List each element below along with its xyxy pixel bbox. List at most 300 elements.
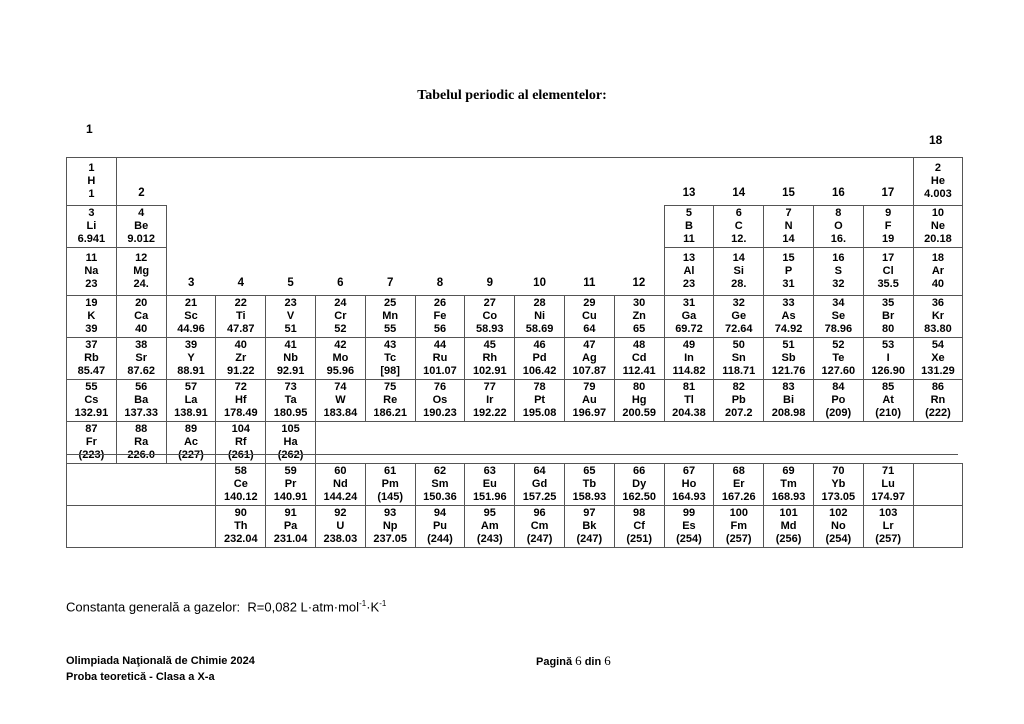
element-symbol: As — [781, 309, 796, 322]
element-cell-nb — [266, 337, 316, 379]
empty-cell — [515, 421, 565, 463]
element-cell-kr — [913, 295, 963, 337]
atomic-number: 34 — [832, 296, 845, 309]
element-cell-hg — [614, 379, 664, 421]
atomic-mass: 183.84 — [323, 406, 358, 419]
group-label: 6 — [337, 276, 344, 289]
empty-cell — [564, 421, 614, 463]
element-cell-ne — [913, 206, 963, 248]
element-cell-ga — [664, 295, 714, 337]
atomic-mass: 9.012 — [127, 233, 155, 245]
atomic-number: 46 — [533, 338, 546, 351]
period-row-2 — [67, 206, 963, 248]
atomic-number: 30 — [633, 296, 646, 309]
element-symbol: Mn — [382, 309, 399, 322]
group-label-18: 18 — [929, 133, 943, 147]
element-symbol: Tc — [384, 351, 397, 364]
atomic-number: 91 — [284, 507, 297, 519]
atomic-mass: 65 — [633, 322, 646, 335]
element-symbol: Co — [482, 309, 498, 322]
atomic-number: 23 — [284, 296, 297, 309]
atomic-number: 94 — [433, 507, 447, 519]
element-symbol: Mo — [332, 351, 349, 364]
element-symbol: La — [184, 393, 198, 406]
atomic-mass: 74.92 — [774, 322, 803, 335]
element-symbol: N — [784, 220, 793, 232]
atomic-mass: [98] — [380, 364, 400, 377]
atomic-number: 62 — [433, 465, 447, 477]
atomic-number: 100 — [729, 507, 748, 519]
element-cell-tc — [365, 337, 415, 379]
atomic-number: 85 — [882, 380, 895, 393]
empty-cell — [564, 158, 614, 206]
atomic-mass: (261) — [227, 448, 254, 461]
atomic-mass: 35.5 — [877, 277, 899, 290]
atomic-mass: 85.47 — [77, 364, 106, 377]
element-cell-am — [465, 506, 515, 548]
atomic-mass: (243) — [476, 533, 503, 545]
element-symbol: Bi — [783, 393, 795, 406]
element-symbol: Rf — [234, 435, 247, 448]
atomic-mass: 23 — [85, 277, 98, 290]
element-cell-bi — [764, 379, 814, 421]
element-symbol: Am — [480, 520, 499, 532]
atomic-number: 79 — [583, 380, 596, 393]
element-cell-ha — [266, 421, 316, 463]
element-symbol: Nd — [333, 478, 348, 490]
group-label: 5 — [287, 276, 294, 289]
atomic-number: 99 — [682, 507, 696, 519]
empty-cell — [415, 206, 465, 248]
element-cell-f — [863, 206, 913, 248]
atomic-mass: 137.33 — [124, 406, 159, 419]
element-symbol: Er — [732, 478, 745, 490]
atomic-number: 17 — [882, 251, 895, 264]
empty-cell — [216, 158, 266, 206]
atomic-number: 101 — [779, 507, 798, 519]
group-label: 3 — [188, 276, 195, 289]
element-cell-pu — [415, 506, 465, 548]
atomic-number: 76 — [433, 380, 447, 393]
element-cell-fe — [415, 295, 465, 337]
f-block-table — [66, 463, 963, 548]
element-cell-hf — [216, 379, 266, 421]
element-cell-s — [813, 248, 863, 296]
atomic-mass: 40 — [931, 277, 945, 290]
atomic-number: 39 — [184, 338, 198, 351]
element-cell-ac — [166, 421, 216, 463]
element-symbol: Te — [832, 351, 845, 364]
element-cell-er — [714, 464, 764, 506]
element-cell-cs — [67, 379, 117, 421]
atomic-number: 3 — [88, 207, 95, 219]
element-cell-mo — [315, 337, 365, 379]
empty-cell — [515, 206, 565, 248]
atomic-mass: 192.22 — [472, 406, 507, 419]
periodic-table — [66, 157, 963, 464]
element-symbol: I — [886, 351, 890, 364]
element-symbol: Ra — [134, 435, 149, 448]
element-cell-sc — [166, 295, 216, 337]
atomic-number: 48 — [633, 338, 646, 351]
atomic-mass: 151.96 — [472, 491, 507, 503]
element-symbol: Zn — [632, 309, 646, 322]
element-cell-sn — [714, 337, 764, 379]
group-label: 16 — [813, 158, 863, 206]
gas-constant-value: R=0,082 L·atm·mol — [247, 599, 360, 615]
element-symbol: Ir — [486, 393, 494, 406]
element-symbol: Pa — [283, 520, 298, 532]
page-title: Tabelul periodic al elementelor: — [417, 88, 607, 103]
atomic-number: 75 — [384, 380, 397, 393]
atomic-number: 97 — [583, 507, 596, 519]
atomic-mass: 83.80 — [924, 322, 952, 335]
atomic-mass: 232.04 — [223, 533, 258, 545]
empty-cell — [266, 206, 316, 248]
group-label: 12 — [632, 276, 646, 289]
element-symbol: In — [684, 351, 694, 364]
atomic-mass: 12. — [731, 233, 747, 245]
atomic-mass: 24. — [133, 277, 149, 290]
page-of: din — [584, 656, 602, 668]
atomic-mass: 87.62 — [127, 364, 155, 377]
element-symbol: Fm — [730, 520, 747, 532]
element-cell-se — [813, 295, 863, 337]
atomic-number: 37 — [85, 338, 98, 351]
atomic-mass: 207.2 — [724, 406, 753, 419]
element-cell-os — [415, 379, 465, 421]
empty-cell — [266, 158, 316, 206]
element-symbol: Ni — [534, 309, 546, 322]
atomic-number: 93 — [384, 507, 397, 519]
atomic-number: 68 — [732, 465, 745, 477]
element-symbol: Zr — [235, 351, 247, 364]
element-cell-rh — [465, 337, 515, 379]
element-symbol: Ce — [233, 478, 248, 490]
element-symbol: Pb — [731, 393, 746, 406]
atomic-mass: 58.93 — [476, 322, 504, 335]
element-symbol: Eu — [482, 478, 497, 490]
empty-cell — [813, 421, 863, 463]
atomic-number: 80 — [633, 380, 646, 393]
empty-cell — [614, 421, 664, 463]
atomic-mass: 64 — [583, 322, 596, 335]
element-symbol: P — [784, 264, 793, 277]
element-symbol: Es — [682, 520, 696, 532]
element-symbol: He — [930, 175, 945, 187]
atomic-number: 96 — [533, 507, 546, 519]
group-label: 10 — [533, 276, 546, 289]
element-symbol: At — [882, 393, 894, 406]
element-cell-rn — [913, 379, 963, 421]
element-symbol: Ac — [183, 435, 199, 448]
atomic-mass: 127.60 — [821, 364, 856, 377]
element-symbol: Fe — [433, 309, 447, 322]
footer-olympiad: Olimpiada Naţională de Chimie 2024 — [66, 655, 255, 667]
element-symbol: Th — [234, 520, 248, 532]
element-symbol: Ar — [931, 264, 945, 277]
atomic-mass: 238.03 — [323, 533, 358, 545]
atomic-mass: 14 — [782, 233, 795, 245]
atomic-number: 13 — [682, 251, 696, 264]
atomic-number: 78 — [533, 380, 546, 393]
element-cell-be — [116, 206, 166, 248]
page-word: Pagină — [536, 656, 573, 668]
atomic-number: 84 — [832, 380, 845, 393]
group-label: 17 — [863, 158, 913, 206]
atomic-number: 95 — [483, 507, 496, 519]
element-symbol: Gd — [531, 478, 548, 490]
element-symbol: Pu — [432, 520, 447, 532]
element-cell-ti — [216, 295, 266, 337]
empty-cell — [863, 421, 913, 463]
element-cell-ce — [216, 464, 266, 506]
atomic-number: 98 — [633, 507, 646, 519]
element-cell-lr — [863, 506, 913, 548]
atomic-mass: 174.97 — [871, 491, 905, 503]
atomic-mass: 95.96 — [326, 364, 355, 377]
period-row-3 — [67, 248, 963, 296]
element-cell-o — [813, 206, 863, 248]
atomic-number: 87 — [85, 422, 98, 435]
atomic-mass: 47.87 — [227, 322, 255, 335]
element-cell-nd — [315, 464, 365, 506]
atomic-mass: 11 — [683, 233, 695, 245]
element-cell-he — [913, 158, 963, 206]
element-symbol: Cd — [631, 351, 647, 364]
atomic-mass: 44.96 — [177, 322, 205, 335]
atomic-mass: (247) — [526, 533, 553, 545]
atomic-mass: 88.91 — [177, 364, 205, 377]
element-cell-rf — [216, 421, 266, 463]
element-cell-in — [664, 337, 714, 379]
atomic-number: 35 — [882, 296, 895, 309]
atomic-number: 70 — [832, 465, 845, 477]
atomic-mass: 140.91 — [273, 491, 308, 503]
element-cell-pb — [714, 379, 764, 421]
atomic-mass: 51 — [284, 322, 297, 335]
atomic-number: 43 — [384, 338, 397, 351]
atomic-number: 61 — [384, 465, 397, 477]
element-cell-n — [764, 206, 814, 248]
element-symbol: Pt — [534, 393, 546, 406]
element-cell-al — [664, 248, 714, 296]
group-label: 7 — [386, 276, 394, 289]
element-symbol: Lu — [881, 478, 895, 490]
atomic-number: 5 — [685, 207, 693, 219]
element-symbol: Cs — [84, 393, 99, 406]
period-row-1 — [67, 158, 963, 206]
element-symbol: Br — [882, 309, 895, 322]
element-cell-lu — [863, 464, 913, 506]
atomic-mass: 31 — [782, 277, 795, 290]
footer-exam: Proba teoretică - Clasa a X-a — [66, 671, 215, 683]
atomic-number: 47 — [583, 338, 596, 351]
element-cell-si — [714, 248, 764, 296]
element-cell-ni — [515, 295, 565, 337]
atomic-mass: 56 — [433, 322, 447, 335]
atomic-number: 90 — [234, 507, 247, 519]
element-cell-br — [863, 295, 913, 337]
empty-cell — [465, 421, 515, 463]
element-symbol: Os — [432, 393, 448, 406]
atomic-number: 82 — [732, 380, 745, 393]
element-symbol: Ha — [283, 435, 298, 448]
gas-constant-label: Constanta generală a gazelor: — [66, 599, 241, 615]
atomic-mass: 204.38 — [672, 406, 706, 419]
atomic-mass: 164.93 — [672, 491, 706, 503]
page-total: 6 — [604, 653, 611, 668]
atomic-number: 4 — [138, 207, 145, 219]
element-symbol: Ru — [432, 351, 448, 364]
element-symbol: Sc — [184, 309, 198, 322]
atomic-mass: 39 — [85, 322, 98, 335]
element-symbol: Sn — [731, 351, 746, 364]
element-cell-ta — [266, 379, 316, 421]
atomic-number: 81 — [682, 380, 696, 393]
element-symbol: No — [831, 520, 846, 532]
element-symbol: Pm — [381, 478, 399, 490]
atomic-number: 59 — [284, 465, 297, 477]
element-cell-sr — [116, 337, 166, 379]
element-symbol: Cf — [633, 520, 645, 532]
atomic-number: 27 — [483, 296, 496, 309]
element-symbol: Au — [582, 393, 597, 406]
element-cell-v — [266, 295, 316, 337]
empty-cell — [664, 421, 714, 463]
atomic-number: 56 — [135, 380, 148, 393]
element-symbol: Ne — [930, 220, 945, 232]
element-symbol: Cu — [582, 309, 597, 322]
atomic-mass: 190.23 — [423, 406, 457, 419]
atomic-number: 72 — [234, 380, 247, 393]
atomic-mass: (244) — [427, 533, 453, 545]
element-cell-as — [764, 295, 814, 337]
group-label: 14 — [714, 158, 764, 206]
atomic-number: 69 — [782, 465, 795, 477]
atomic-number: 1 — [88, 162, 95, 174]
element-symbol: Bk — [582, 520, 597, 532]
element-cell-w — [315, 379, 365, 421]
atomic-mass: 226.0 — [127, 448, 155, 461]
atomic-number: 32 — [732, 296, 745, 309]
element-symbol: Hg — [631, 393, 647, 406]
atomic-number: 73 — [284, 380, 297, 393]
empty-cell — [216, 206, 266, 248]
empty-cell — [116, 464, 166, 506]
period-row-4 — [67, 295, 963, 337]
element-cell-li — [67, 206, 117, 248]
empty-cell — [614, 158, 664, 206]
element-cell-pr — [266, 464, 316, 506]
element-cell-dy — [614, 464, 664, 506]
empty-cell — [764, 421, 814, 463]
atomic-mass: 132.91 — [74, 406, 109, 419]
atomic-mass: (256) — [775, 533, 802, 545]
element-cell-sm — [415, 464, 465, 506]
element-cell-sb — [764, 337, 814, 379]
element-cell-p — [764, 248, 814, 296]
element-cell-cr — [315, 295, 365, 337]
element-cell-ag — [564, 337, 614, 379]
atomic-number: 2 — [934, 162, 941, 174]
group-label: 13 — [664, 158, 714, 206]
empty-cell — [564, 206, 614, 248]
element-symbol: Cr — [334, 309, 347, 322]
element-cell-ru — [415, 337, 465, 379]
atomic-number: 41 — [284, 338, 297, 351]
atomic-mass: 157.25 — [522, 491, 557, 503]
atomic-mass: 23 — [682, 277, 696, 290]
atomic-mass: 126.90 — [871, 364, 905, 377]
atomic-number: 49 — [682, 338, 696, 351]
atomic-number: 102 — [829, 507, 848, 519]
element-cell-mn — [365, 295, 415, 337]
atomic-number: 12 — [135, 251, 148, 264]
element-symbol: W — [335, 393, 346, 406]
period-row-7 — [67, 421, 963, 463]
gas-constant-exponent: -1 — [359, 599, 367, 608]
atomic-number: 42 — [334, 338, 347, 351]
atomic-number: 18 — [931, 251, 945, 264]
atomic-number: 54 — [931, 338, 945, 351]
atomic-mass: 162.50 — [622, 491, 656, 503]
atomic-mass: 173.05 — [821, 491, 856, 503]
atomic-mass: 101.07 — [423, 364, 457, 377]
element-cell-pa — [266, 506, 316, 548]
element-symbol: Ho — [681, 478, 697, 490]
atomic-number: 22 — [234, 296, 247, 309]
atomic-mass: 168.93 — [771, 491, 806, 503]
group-label: 4 — [237, 276, 244, 289]
atomic-mass: (209) — [825, 406, 852, 419]
element-symbol: Ca — [134, 309, 149, 322]
atomic-mass: 102.91 — [472, 364, 507, 377]
element-cell-pd — [515, 337, 565, 379]
element-symbol: Mg — [133, 264, 150, 277]
group-label-1: 1 — [86, 122, 93, 136]
element-cell-fr — [67, 421, 117, 463]
atomic-mass: (210) — [875, 406, 901, 419]
element-symbol: V — [286, 309, 295, 322]
atomic-mass: 131.29 — [921, 364, 955, 377]
atomic-number: 77 — [483, 380, 496, 393]
element-symbol: Pr — [284, 478, 297, 490]
element-cell-gd — [515, 464, 565, 506]
empty-cell — [67, 464, 117, 506]
element-cell-tl — [664, 379, 714, 421]
atomic-mass: 58.69 — [525, 322, 554, 335]
atomic-mass: (251) — [626, 533, 652, 545]
atomic-number: 7 — [785, 207, 792, 219]
atomic-number: 10 — [931, 207, 945, 219]
atomic-mass: 180.95 — [273, 406, 308, 419]
element-symbol: K — [87, 309, 96, 322]
atomic-mass: 20.18 — [924, 233, 952, 245]
empty-cell — [415, 158, 465, 206]
atomic-number: 53 — [882, 338, 895, 351]
empty-cell — [365, 158, 415, 206]
atomic-number: 104 — [231, 422, 250, 435]
atomic-number: 103 — [878, 507, 898, 519]
atomic-mass: 55 — [384, 322, 397, 335]
atomic-number: 60 — [334, 465, 347, 477]
atomic-mass: 19 — [882, 233, 895, 245]
element-symbol: Cm — [530, 520, 549, 532]
element-cell-cm — [515, 506, 565, 548]
atomic-mass: 195.08 — [522, 406, 557, 419]
element-cell-ba — [116, 379, 166, 421]
